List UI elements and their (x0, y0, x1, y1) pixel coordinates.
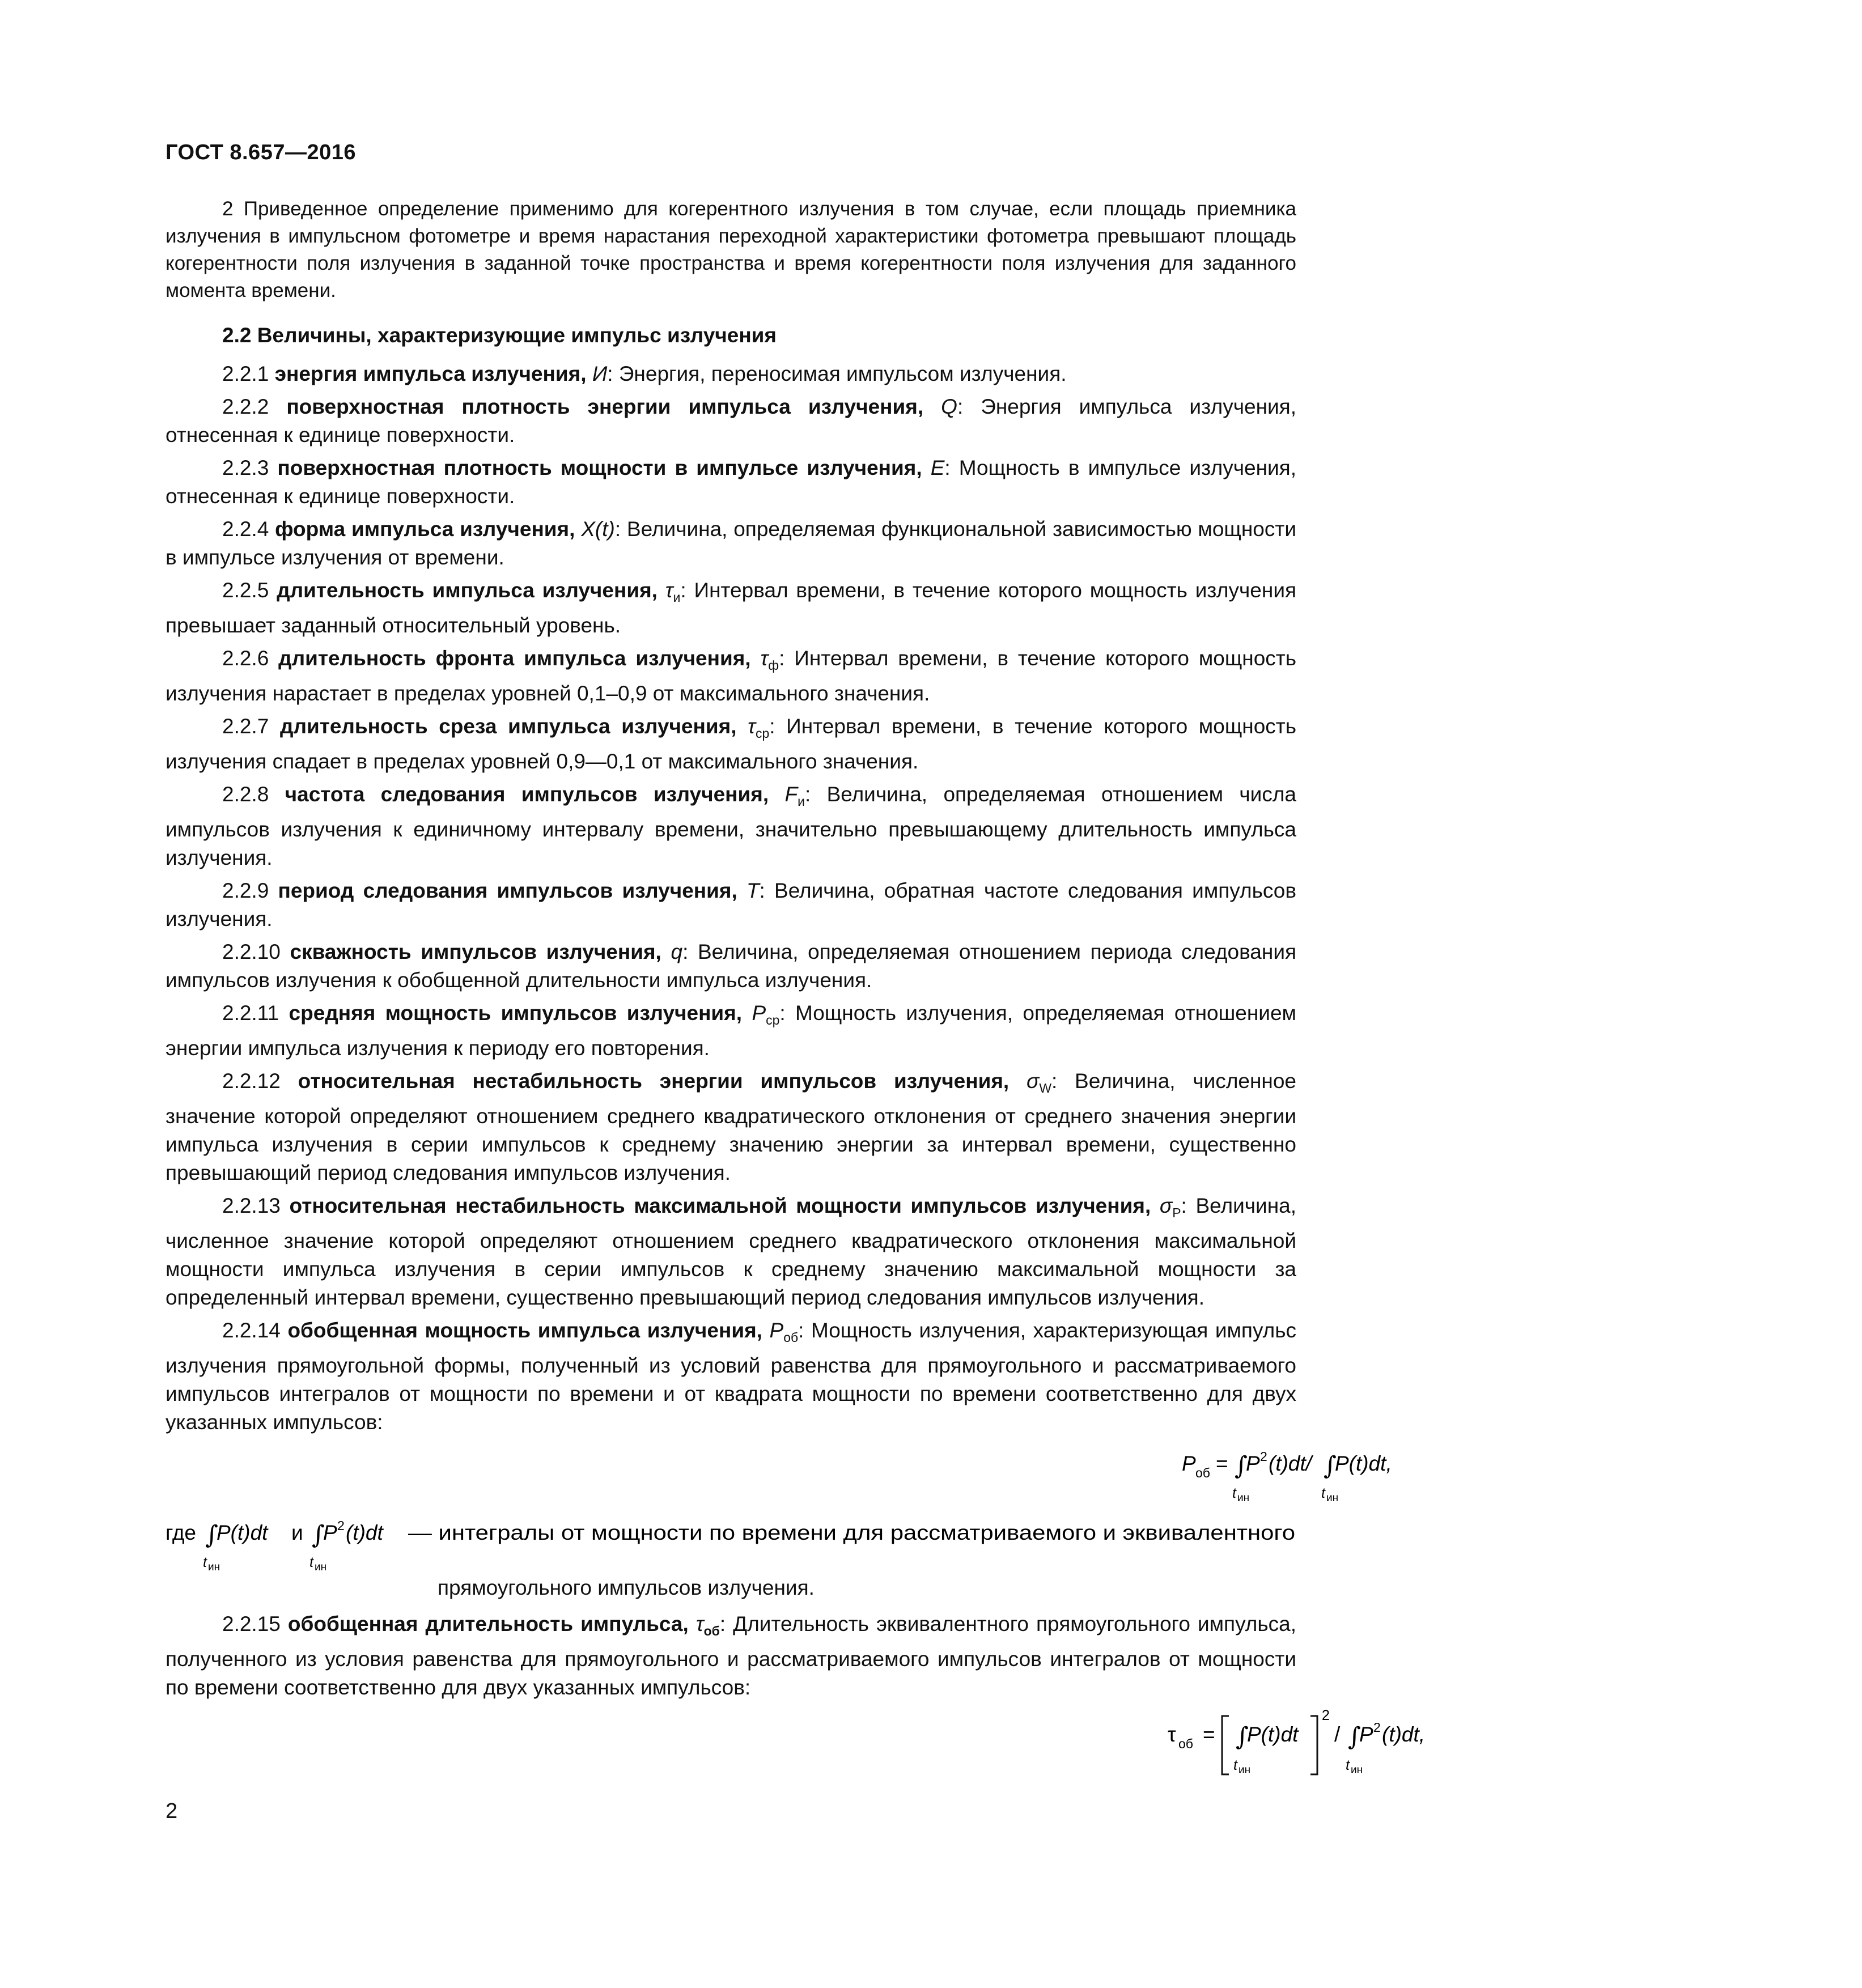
where-text: — интегралы от мощности по времени для рассматриваемого и эквивалентного (408, 1521, 1295, 1545)
item-number: 2.2.3 (222, 456, 269, 479)
definition-item (166, 454, 1296, 511)
item-number: 2.2.1 (222, 362, 269, 385)
item-term: средняя мощность импульсов излучения, (289, 1001, 743, 1025)
formula-generalized-duration (166, 1707, 1425, 1781)
item-term: энергия импульса излучения, (274, 362, 587, 385)
definition-item (166, 1316, 1296, 1437)
section-title: 2.2 Величины, характеризующие импульс излучения (222, 324, 777, 347)
where-svg (166, 1511, 1296, 1574)
item-definition: : Величина, определяемая отношением числа импульсов излучения к единичному интервалу времени, значительно превышающему длительность импульса излучения. (166, 783, 1297, 870)
item-number: 2.2.9 (222, 879, 269, 903)
item-number: 2.2.4 (222, 517, 269, 541)
item-term: поверхностная плотность мощности в импульсе излучения, (277, 456, 922, 479)
item-number: 2.2.14 (222, 1319, 281, 1343)
formula2-pow: 2 (1321, 1707, 1330, 1724)
definition-item (166, 877, 1296, 933)
document-header: ГОСТ 8.657—2016 (166, 141, 356, 164)
item-symbol: $\tau_и$ (665, 579, 681, 605)
definition-item (166, 644, 1296, 708)
formula2-limit-1: t (1233, 1757, 1237, 1774)
item-symbol: $F_и$ (784, 783, 805, 809)
where-prefix: где (166, 1521, 197, 1545)
where-int-b: P (323, 1521, 337, 1545)
item-definition: : Длительность эквивалентного прямоугольного импульса, полученного из условия равенства для прямоугольного и рассматриваемого импульсов интегралов от мощности по времени соответственно для двух указанных импульсов: (166, 1612, 1297, 1700)
item-number: 2.2.5 (222, 579, 269, 602)
item-symbol: $\tau_ф$ (760, 647, 779, 673)
item-term: период следования импульсов излучения, (278, 879, 737, 903)
item-definition: : Энергия импульса излучения, отнесенная к единице поверхности. (166, 395, 1296, 447)
item-definition: : Величина, численное значение которой определяют отношением среднего квадратического отклонения от среднего значения энергии импульса излучения в серии импульсов к среднему значению энергии за интервал времени, существенно превышающий период следования импульсов излучения. (166, 1069, 1297, 1185)
item-definition: : Интервал времени, в течение которого мощность излучения превышает заданный относительный уровень. (166, 579, 1297, 638)
formula1-int2: P(t)dt, (1334, 1452, 1392, 1476)
integral-sign-1: ∫ (1234, 1451, 1248, 1481)
definition-item (166, 1192, 1296, 1312)
item-symbol: $\tau_{ср}$ (748, 715, 770, 741)
item-definition: : Величина, определяемая функциональной зависимостью мощности в импульсе излучения от времени. (166, 517, 1296, 569)
formula1-limit-2-sub: ин (1326, 1492, 1338, 1505)
item-number: 2.2.15 (222, 1612, 281, 1636)
item-definition: : Величина, определяемая отношением периода следования импульсов излучения к обобщенной длительности импульса излучения. (166, 940, 1297, 992)
right-bracket (1310, 1716, 1317, 1774)
integral-sign-where-b: ∫ (312, 1520, 325, 1550)
item-definition: : Величина, численное значение которой определяют отношением среднего квадратического отклонения максимальной мощности импульса излучения в серии импульсов к среднему значению максимальной мощности за определенный интервал времени, существенно превышающий период следования импульсов излучения. (166, 1194, 1296, 1310)
definition-item (166, 576, 1296, 640)
item-symbol: E (930, 456, 945, 479)
formula1-limit-1: t (1232, 1485, 1236, 1502)
formula-2-svg (731, 1707, 1862, 1781)
item-term: длительность импульса излучения, (277, 579, 658, 602)
item-symbol: T (746, 879, 760, 903)
definition-item (166, 780, 1296, 872)
formula1-int1-rest: (t)dt/ (1268, 1452, 1312, 1476)
formula1-lhs-sub: об (1195, 1465, 1210, 1481)
formula2-div: / (1334, 1723, 1340, 1747)
document-body (166, 196, 1425, 1788)
formula1-int1: P (1245, 1452, 1260, 1476)
item-definition: : Интервал времени, в течение которого мощность излучения спадает в пределах уровней 0,9—0,1 от максимального значения. (166, 715, 1296, 774)
item-number: 2.2.8 (222, 783, 269, 806)
item-term: скважность импульсов излучения, (290, 940, 661, 964)
item-definition: : Мощность излучения, определяемая отношением энергии импульса излучения к периоду его повторения. (166, 1001, 1296, 1060)
integral-sign-4: ∫ (1347, 1722, 1361, 1752)
item-definition: : Величина, обратная частоте следования импульсов излучения. (166, 879, 1297, 931)
where-limit-b: t (309, 1554, 313, 1571)
definition-2-2-15 (166, 1610, 1296, 1702)
item-number: 2.2.6 (222, 647, 269, 670)
formula1-equals: = (1215, 1452, 1228, 1476)
item-symbol: Q (941, 395, 957, 418)
item-symbol: q (671, 940, 683, 964)
formula-explanation (166, 1511, 1296, 1574)
item-term: длительность среза импульса излучения, (279, 715, 737, 738)
where-limit-a: t (203, 1554, 207, 1571)
item-term: поверхностная плотность энергии импульса излучения, (286, 395, 924, 418)
item-symbol: X(t) (581, 517, 615, 541)
item-number: 2.2.11 (222, 1001, 279, 1025)
integral-sign-2: ∫ (1323, 1451, 1337, 1481)
formula2-int2-rest: (t)dt, (1381, 1723, 1425, 1747)
item-number: 2.2.2 (222, 395, 269, 418)
item-symbol: $P_{ср}$ (752, 1001, 780, 1028)
item-term: относительная нестабильность энергии импульсов излучения, (298, 1069, 1010, 1093)
item-definition: : Интервал времени, в течение которого мощность излучения нарастает в пределах уровней 0,1–0,9 от максимального значения. (166, 647, 1297, 706)
where-int-a: P(t)dt (217, 1521, 268, 1545)
item-term: обобщенная длительность импульса, (287, 1612, 689, 1636)
item-number: 2.2.7 (222, 715, 269, 738)
formula1-lhs: P (1181, 1452, 1196, 1476)
formula2-lhs: τ (1167, 1723, 1176, 1747)
formula2-lhs-sub: об (1178, 1736, 1193, 1752)
page-number: 2 (166, 1799, 178, 1823)
integral-sign-3: ∫ (1235, 1722, 1249, 1752)
definition-item (166, 360, 1296, 388)
formula2-limit-2: t (1345, 1757, 1350, 1774)
item-symbol: $\sigma_P$ (1159, 1194, 1181, 1221)
where-int-b-rest: (t)dt (346, 1521, 383, 1545)
definition-item (166, 938, 1296, 995)
definition-item (166, 712, 1296, 776)
formula2-limit-1-sub: ин (1238, 1764, 1250, 1777)
item-definition: : Мощность излучения, характеризующая импульс излучения прямоугольной формы, полученный из условий равенства для прямоугольного и рассматриваемого импульсов интегралов от мощности по времени и от квадрата мощности по времени соответственно для двух указанных импульсов: (166, 1319, 1297, 1434)
item-term: частота следования импульсов излучения, (285, 783, 769, 806)
formula1-limit-2: t (1321, 1485, 1325, 1502)
definition-item (166, 999, 1296, 1063)
formula2-limit-2-sub: ин (1350, 1764, 1363, 1777)
item-number: 2.2.10 (222, 940, 281, 964)
where-limit-a-sub: ин (208, 1561, 220, 1574)
integral-sign-where-a: ∫ (205, 1520, 218, 1550)
where-int-b-sup: 2 (337, 1518, 345, 1534)
definition-item (166, 515, 1296, 572)
note-paragraph: 2 Приведенное определение применимо для когерентного излучения в том случае, если площадь приемника излучения в импульсном фотометре и время нарастания переходной характеристики фотометра превышают площадь когерентности поля излучения в заданной точке пространства и время когерентности поля излучения для заданного момента времени. (166, 198, 1296, 301)
where-continuation: прямоугольного импульсов излучения. (438, 1576, 815, 1600)
item-symbol: И (592, 362, 608, 385)
formula2-equals: = (1202, 1723, 1215, 1747)
formula1-int1-sup: 2 (1259, 1449, 1267, 1464)
item-definition: : Энергия, переносимая импульсом излучения. (607, 362, 1067, 385)
formula-1-svg (731, 1442, 1862, 1505)
formula2-int2-sup: 2 (1373, 1720, 1381, 1735)
formula2-int2: P (1359, 1723, 1373, 1747)
formula2-int1: P(t)dt (1246, 1723, 1298, 1747)
item-term: форма импульса излучения, (275, 517, 575, 541)
formula-generalized-power (166, 1442, 1392, 1505)
where-and: и (291, 1521, 303, 1545)
where-limit-b-sub: ин (315, 1561, 327, 1574)
definition-item (166, 1067, 1296, 1187)
item-term: обобщенная мощность импульса излучения, (287, 1319, 762, 1343)
formula1-limit-1-sub: ин (1237, 1492, 1249, 1505)
definition-item (166, 393, 1296, 449)
item-symbol: $\tau_{об}$ (695, 1612, 720, 1639)
item-symbol: $P_{об}$ (769, 1319, 799, 1345)
item-symbol: $\sigma_W$ (1027, 1069, 1051, 1096)
item-number: 2.2.13 (222, 1194, 281, 1218)
item-term: относительная нестабильность максимальной мощности импульсов излучения, (289, 1194, 1151, 1218)
item-definition: : Мощность в импульсе излучения, отнесенная к единице поверхности. (166, 456, 1297, 508)
definitions-list (166, 360, 1296, 1437)
item-term: длительность фронта импульса излучения, (278, 647, 751, 670)
left-bracket (1222, 1716, 1229, 1774)
item-number: 2.2.12 (222, 1069, 281, 1093)
